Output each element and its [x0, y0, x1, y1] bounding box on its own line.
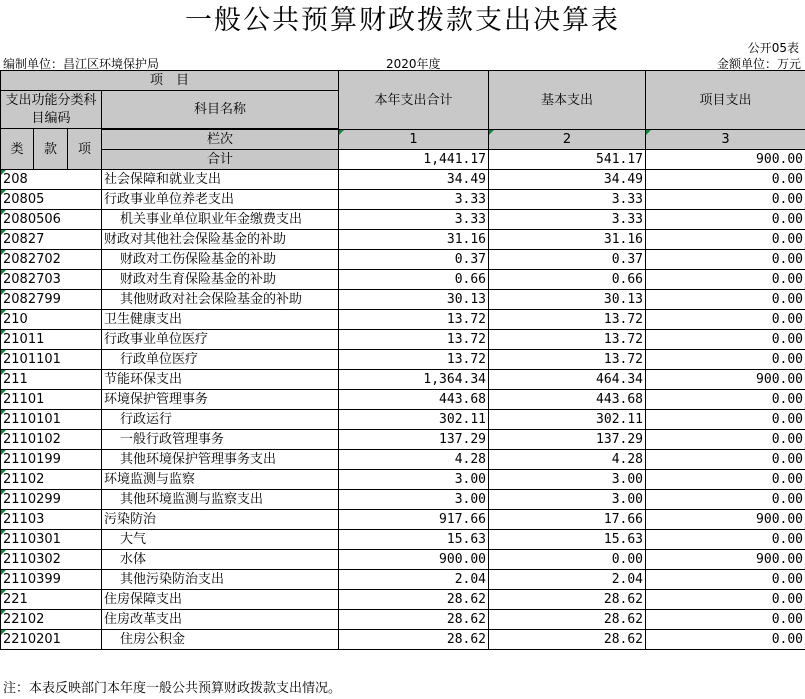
table-row: [1, 590, 805, 610]
row-name: 财政对工伤保险基金的补助: [102, 250, 339, 270]
cell-flag-icon: [1, 210, 6, 215]
row-code: 2110299: [1, 490, 102, 510]
total-basic: 541.17: [489, 150, 646, 170]
table-row: [1, 370, 805, 390]
row-name: 住房改革支出: [102, 610, 339, 630]
row-code: 20827: [1, 230, 102, 250]
row-basic: 13.72: [489, 330, 646, 350]
row-total: 917.66: [339, 510, 489, 530]
row-name: 水体: [102, 550, 339, 570]
table-row: [1, 290, 805, 310]
row-project: 900.00: [646, 510, 805, 530]
row-name: 大气: [102, 530, 339, 550]
row-name: 环境监测与监察: [102, 470, 339, 490]
row-name: 污染防治: [102, 510, 339, 530]
row-total: 900.00: [339, 550, 489, 570]
row-basic: 28.62: [489, 630, 646, 650]
row-total: 4.28: [339, 450, 489, 470]
footnote: 注：本表反映部门本年度一般公共预算财政拨款支出情况。: [3, 681, 342, 696]
table-row: [1, 530, 805, 550]
total-row: [1, 150, 805, 170]
row-project: 0.00: [646, 270, 805, 290]
row-name: 行政单位医疗: [102, 350, 339, 370]
row-total: 2.04: [339, 570, 489, 590]
cell-flag-icon: [1, 370, 6, 375]
row-project: 0.00: [646, 530, 805, 550]
row-name: 行政事业单位医疗: [102, 330, 339, 350]
row-total: 137.29: [339, 430, 489, 450]
header-item: 项 目: [1, 71, 339, 91]
row-project: 0.00: [646, 230, 805, 250]
table-row: [1, 390, 805, 410]
row-basic: 28.62: [489, 590, 646, 610]
table-row: [1, 430, 805, 450]
cell-flag-icon: [1, 330, 6, 335]
row-code: 221: [1, 590, 102, 610]
table-row: [1, 450, 805, 470]
row-code: 2110301: [1, 530, 102, 550]
header-row-no: 栏次: [102, 130, 339, 150]
row-basic: 13.72: [489, 350, 646, 370]
row-total: 28.62: [339, 590, 489, 610]
row-basic: 2.04: [489, 570, 646, 590]
cell-flag-icon: [1, 250, 6, 255]
row-name: 行政运行: [102, 410, 339, 430]
row-basic: 13.72: [489, 310, 646, 330]
row-code: 21103: [1, 510, 102, 530]
row-code: 210: [1, 310, 102, 330]
row-project: 0.00: [646, 450, 805, 470]
row-basic: 30.13: [489, 290, 646, 310]
row-basic: 302.11: [489, 410, 646, 430]
cell-flag-icon: [1, 170, 6, 175]
row-name: 一般行政管理事务: [102, 430, 339, 450]
table-row: [1, 270, 805, 290]
form-number: 公开05表: [747, 41, 799, 55]
header-xiang: 项: [68, 129, 102, 170]
row-code: 2082799: [1, 290, 102, 310]
row-basic: 3.33: [489, 210, 646, 230]
table-row: [1, 610, 805, 630]
row-project: 0.00: [646, 250, 805, 270]
row-basic: 28.62: [489, 610, 646, 630]
row-name: 财政对生育保险基金的补助: [102, 270, 339, 290]
row-project: 0.00: [646, 610, 805, 630]
row-name: 环境保护管理事务: [102, 390, 339, 410]
header-lei: 类: [1, 129, 34, 170]
row-code: 2082702: [1, 250, 102, 270]
reporting-unit: 编制单位：昌江区环境保护局: [3, 57, 160, 71]
row-code: 211: [1, 370, 102, 390]
row-name: 住房保障支出: [102, 590, 339, 610]
row-name: 行政事业单位养老支出: [102, 190, 339, 210]
row-total: 443.68: [339, 390, 489, 410]
table-row: [1, 570, 805, 590]
row-name: 其他环境保护管理事务支出: [102, 450, 339, 470]
row-total: 28.62: [339, 610, 489, 630]
table-row: [1, 230, 805, 250]
row-project: 900.00: [646, 370, 805, 390]
row-project: 0.00: [646, 470, 805, 490]
row-name: 其他环境监测与监察支出: [102, 490, 339, 510]
row-basic: 464.34: [489, 370, 646, 390]
row-total: 0.66: [339, 270, 489, 290]
row-basic: 3.33: [489, 190, 646, 210]
cell-flag-icon: [1, 190, 6, 195]
row-name: 其他污染防治支出: [102, 570, 339, 590]
row-project: 0.00: [646, 290, 805, 310]
cell-flag-icon: [1, 350, 6, 355]
row-total: 3.00: [339, 490, 489, 510]
table-row: [1, 210, 805, 230]
col-no-3: 3: [646, 130, 805, 150]
row-basic: 3.00: [489, 470, 646, 490]
row-project: 0.00: [646, 630, 805, 650]
row-basic: 31.16: [489, 230, 646, 250]
table-row: [1, 410, 805, 430]
row-project: 0.00: [646, 390, 805, 410]
total-amount: 1,441.17: [339, 150, 489, 170]
row-code: 2101101: [1, 350, 102, 370]
header-func-code: 支出功能分类科目编码: [1, 91, 102, 129]
table-row: [1, 550, 805, 570]
row-project: 0.00: [646, 210, 805, 230]
row-total: 34.49: [339, 170, 489, 190]
table-row: [1, 350, 805, 370]
row-project: 0.00: [646, 330, 805, 350]
row-project: 0.00: [646, 590, 805, 610]
row-code: 2082703: [1, 270, 102, 290]
table-row: [1, 510, 805, 530]
table-row: [1, 250, 805, 270]
cell-flag-icon: [1, 570, 6, 575]
table-row: [1, 170, 805, 190]
cell-flag-icon: [1, 590, 6, 595]
header-project: 项目支出: [646, 71, 805, 130]
row-total: 0.37: [339, 250, 489, 270]
cell-flag-icon: [1, 550, 6, 555]
cell-flag-icon: [1, 410, 6, 415]
table-row: [1, 330, 805, 350]
cell-flag-icon: [1, 390, 6, 395]
row-code: 2110399: [1, 570, 102, 590]
row-basic: 137.29: [489, 430, 646, 450]
table-row: [1, 310, 805, 330]
row-code: 21101: [1, 390, 102, 410]
row-total: 3.33: [339, 190, 489, 210]
row-basic: 0.00: [489, 550, 646, 570]
row-total: 302.11: [339, 410, 489, 430]
table-row: [1, 490, 805, 510]
cell-flag-icon: [1, 270, 6, 275]
row-project: 0.00: [646, 570, 805, 590]
cell-flag-icon: [1, 630, 6, 635]
row-basic: 3.00: [489, 490, 646, 510]
row-project: 0.00: [646, 490, 805, 510]
page-title: 一般公共预算财政拨款支出决算表: [185, 5, 620, 36]
row-name: 卫生健康支出: [102, 310, 339, 330]
row-name: 其他财政对社会保险基金的补助: [102, 290, 339, 310]
total-label: 合计: [102, 150, 339, 170]
header-kuan: 款: [34, 129, 68, 170]
row-project: 900.00: [646, 550, 805, 570]
row-project: 0.00: [646, 190, 805, 210]
row-project: 0.00: [646, 170, 805, 190]
row-project: 0.00: [646, 410, 805, 430]
row-total: 15.63: [339, 530, 489, 550]
row-total: 31.16: [339, 230, 489, 250]
row-code: 2210201: [1, 630, 102, 650]
row-code: 2080506: [1, 210, 102, 230]
row-basic: 17.66: [489, 510, 646, 530]
row-code: 2110199: [1, 450, 102, 470]
row-basic: 15.63: [489, 530, 646, 550]
header-basic: 基本支出: [489, 71, 646, 130]
col-no-1: 1: [339, 130, 489, 150]
row-code: 22102: [1, 610, 102, 630]
fiscal-year: 2020年度: [386, 57, 441, 71]
header-subject-name: 科目名称: [102, 91, 339, 129]
cell-flag-icon: [1, 610, 6, 615]
amount-unit: 金额单位：万元: [716, 57, 801, 71]
row-name: 节能环保支出: [102, 370, 339, 390]
row-total: 13.72: [339, 330, 489, 350]
header-row-colno: [1, 130, 805, 150]
row-code: 2110101: [1, 410, 102, 430]
row-code: 21011: [1, 330, 102, 350]
cell-flag-icon: [1, 510, 6, 515]
header-row-1: [1, 71, 805, 91]
header-total: 本年支出合计: [339, 71, 489, 130]
row-name: 住房公积金: [102, 630, 339, 650]
cell-flag-icon: [1, 450, 6, 455]
cell-flag-icon: [1, 290, 6, 295]
row-basic: 0.37: [489, 250, 646, 270]
row-project: 0.00: [646, 430, 805, 450]
row-total: 28.62: [339, 630, 489, 650]
row-project: 0.00: [646, 310, 805, 330]
expenditure-table: [0, 70, 805, 650]
row-name: 机关事业单位职业年金缴费支出: [102, 210, 339, 230]
table-row: [1, 190, 805, 210]
row-basic: 0.66: [489, 270, 646, 290]
cell-flag-icon: [1, 470, 6, 475]
row-name: 社会保障和就业支出: [102, 170, 339, 190]
row-total: 13.72: [339, 350, 489, 370]
meta-row: [0, 54, 805, 70]
cell-flag-icon: [1, 430, 6, 435]
row-code: 20805: [1, 190, 102, 210]
row-project: 0.00: [646, 350, 805, 370]
row-code: 2110102: [1, 430, 102, 450]
row-name: 财政对其他社会保险基金的补助: [102, 230, 339, 250]
table-row: [1, 470, 805, 490]
row-total: 1,364.34: [339, 370, 489, 390]
row-total: 3.33: [339, 210, 489, 230]
row-total: 3.00: [339, 470, 489, 490]
row-code: 208: [1, 170, 102, 190]
total-project: 900.00: [646, 150, 805, 170]
row-basic: 34.49: [489, 170, 646, 190]
table-row: [1, 630, 805, 650]
row-basic: 443.68: [489, 390, 646, 410]
col-no-2: 2: [489, 130, 646, 150]
cell-flag-icon: [1, 490, 6, 495]
row-total: 30.13: [339, 290, 489, 310]
row-basic: 4.28: [489, 450, 646, 470]
cell-flag-icon: [1, 230, 6, 235]
row-code: 21102: [1, 470, 102, 490]
row-total: 13.72: [339, 310, 489, 330]
row-code: 2110302: [1, 550, 102, 570]
cell-flag-icon: [1, 530, 6, 535]
cell-flag-icon: [1, 310, 6, 315]
